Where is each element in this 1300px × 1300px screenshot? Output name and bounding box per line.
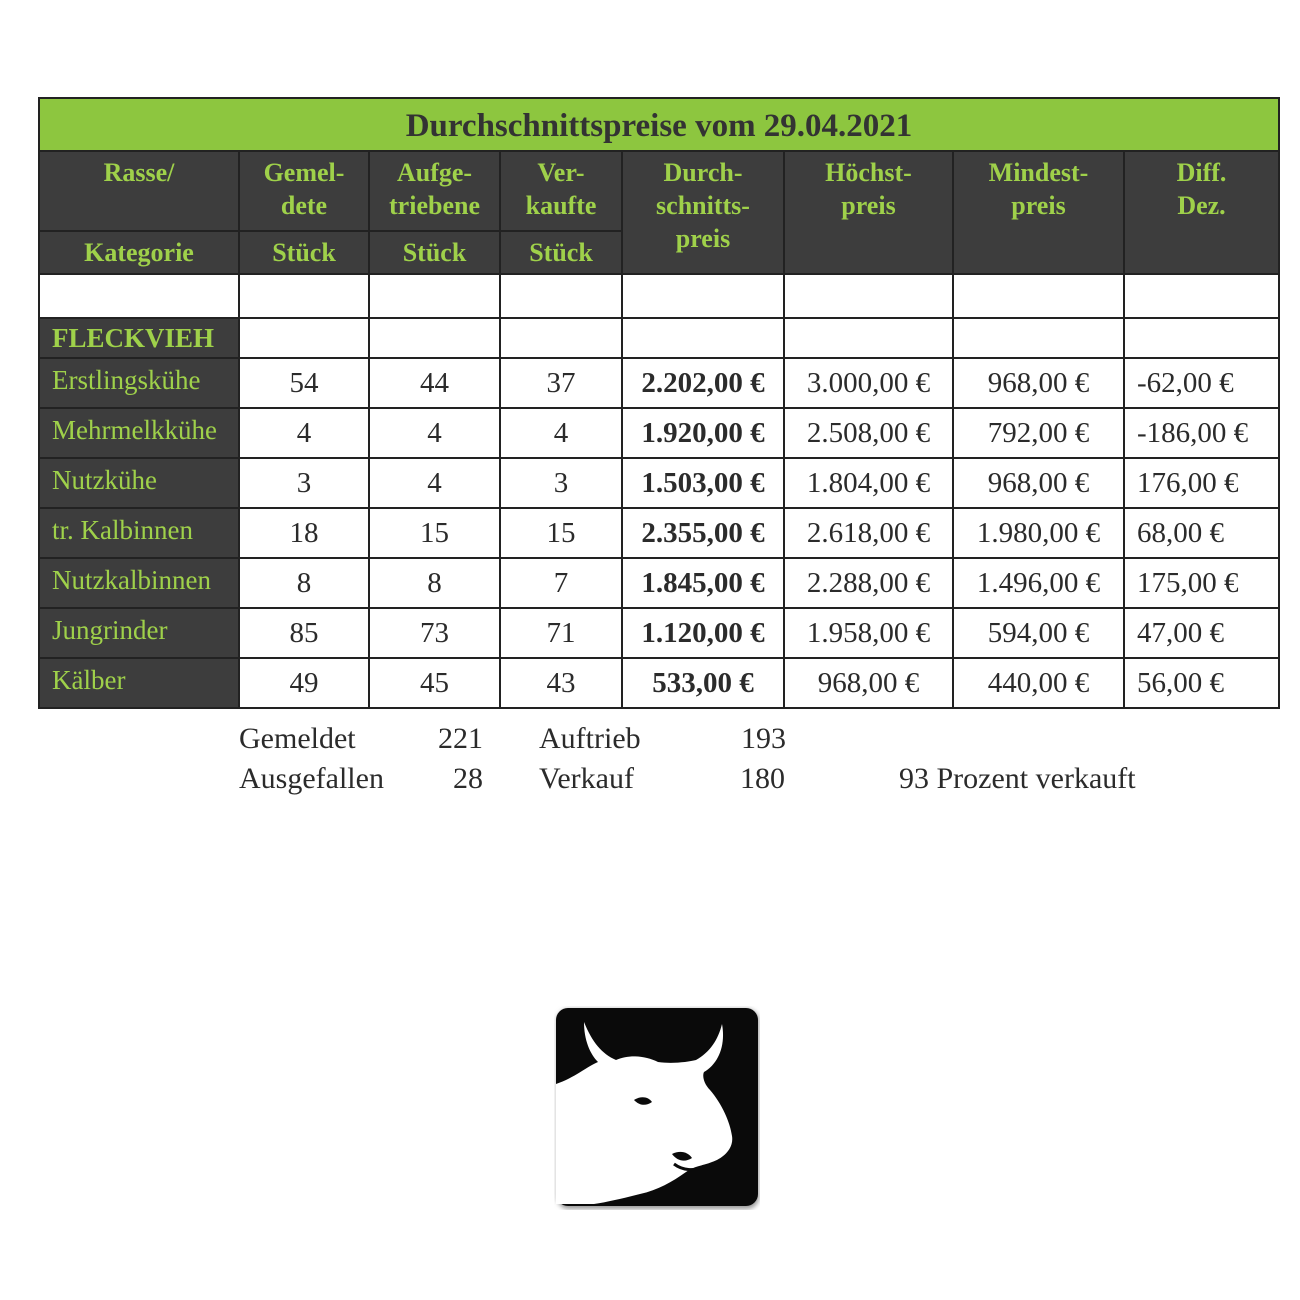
price-max: 1.804,00 € bbox=[784, 458, 953, 508]
header-aufgetriebene: Aufge- triebene bbox=[369, 151, 500, 231]
summary-ausgefallen-label: Ausgefallen bbox=[239, 762, 384, 795]
header-rasse: Rasse/ bbox=[39, 151, 239, 231]
price-average: 1.920,00 € bbox=[622, 408, 784, 458]
price-max: 3.000,00 € bbox=[784, 358, 953, 408]
price-diff: 175,00 € bbox=[1124, 558, 1279, 608]
count-verkauft: 15 bbox=[500, 508, 622, 558]
count-gemeldet: 85 bbox=[239, 608, 369, 658]
table-row bbox=[39, 358, 1279, 408]
summary-gemeldet-value: 221 bbox=[438, 722, 483, 755]
price-min: 968,00 € bbox=[953, 458, 1124, 508]
category-label: Nutzkalbinnen bbox=[39, 558, 239, 608]
count-gemeldet: 3 bbox=[239, 458, 369, 508]
price-average: 2.355,00 € bbox=[622, 508, 784, 558]
price-min: 440,00 € bbox=[953, 658, 1124, 708]
count-verkauft: 37 bbox=[500, 358, 622, 408]
summary-verkauf-label: Verkauf bbox=[539, 762, 634, 795]
summary-ausgefallen-value: 28 bbox=[453, 762, 483, 795]
header-gemeldete: Gemel- dete bbox=[239, 151, 369, 231]
price-max: 2.288,00 € bbox=[784, 558, 953, 608]
count-gemeldet: 4 bbox=[239, 408, 369, 458]
count-gemeldet: 18 bbox=[239, 508, 369, 558]
summary-gemeldet-label: Gemeldet bbox=[239, 722, 356, 755]
header-kategorie: Kategorie bbox=[39, 231, 239, 274]
header-mindestpreis: Mindest- preis bbox=[953, 151, 1124, 274]
price-average: 1.120,00 € bbox=[622, 608, 784, 658]
count-verkauft: 3 bbox=[500, 458, 622, 508]
category-label: Erstlingskühe bbox=[39, 358, 239, 408]
summary-percent: 93 Prozent verkauft bbox=[899, 762, 1136, 795]
price-max: 2.618,00 € bbox=[784, 508, 953, 558]
cow-head-icon bbox=[554, 1006, 760, 1210]
header-stueck-gemeldet: Stück bbox=[239, 231, 369, 274]
count-aufgetrieben: 4 bbox=[369, 458, 500, 508]
empty-row bbox=[39, 274, 1279, 318]
table-row bbox=[39, 458, 1279, 508]
header-hoechstpreis: Höchst- preis bbox=[784, 151, 953, 274]
count-aufgetrieben: 4 bbox=[369, 408, 500, 458]
count-aufgetrieben: 15 bbox=[369, 508, 500, 558]
price-average: 1.503,00 € bbox=[622, 458, 784, 508]
category-label: Nutzkühe bbox=[39, 458, 239, 508]
category-label: Jungrinder bbox=[39, 608, 239, 658]
count-verkauft: 43 bbox=[500, 658, 622, 708]
price-average: 2.202,00 € bbox=[622, 358, 784, 408]
price-max: 2.508,00 € bbox=[784, 408, 953, 458]
header-stueck-verkauft: Stück bbox=[500, 231, 622, 274]
price-min: 1.980,00 € bbox=[953, 508, 1124, 558]
count-aufgetrieben: 8 bbox=[369, 558, 500, 608]
category-label: Kälber bbox=[39, 658, 239, 708]
price-min: 792,00 € bbox=[953, 408, 1124, 458]
summary-verkauf-value: 180 bbox=[740, 762, 785, 795]
section-label: FLECKVIEH bbox=[39, 318, 239, 358]
price-diff: 47,00 € bbox=[1124, 608, 1279, 658]
table-row bbox=[39, 608, 1279, 658]
count-gemeldet: 54 bbox=[239, 358, 369, 408]
price-max: 1.958,00 € bbox=[784, 608, 953, 658]
price-diff: -62,00 € bbox=[1124, 358, 1279, 408]
table-row bbox=[39, 408, 1279, 458]
count-gemeldet: 8 bbox=[239, 558, 369, 608]
price-min: 1.496,00 € bbox=[953, 558, 1124, 608]
summary-auftrieb-label: Auftrieb bbox=[539, 722, 641, 755]
count-aufgetrieben: 44 bbox=[369, 358, 500, 408]
header-verkaufte: Ver- kaufte bbox=[500, 151, 622, 231]
price-table bbox=[38, 97, 1280, 709]
count-verkauft: 7 bbox=[500, 558, 622, 608]
header-diff: Diff. Dez. bbox=[1124, 151, 1279, 274]
table-title: Durchschnittspreise vom 29.04.2021 bbox=[39, 98, 1279, 151]
count-verkauft: 71 bbox=[500, 608, 622, 658]
count-verkauft: 4 bbox=[500, 408, 622, 458]
price-max: 968,00 € bbox=[784, 658, 953, 708]
table-row bbox=[39, 508, 1279, 558]
price-min: 968,00 € bbox=[953, 358, 1124, 408]
section-row bbox=[39, 318, 1279, 358]
count-aufgetrieben: 45 bbox=[369, 658, 500, 708]
price-min: 594,00 € bbox=[953, 608, 1124, 658]
summary-auftrieb-value: 193 bbox=[741, 722, 786, 755]
count-aufgetrieben: 73 bbox=[369, 608, 500, 658]
table-row bbox=[39, 658, 1279, 708]
header-durchschnittspreis: Durch- schnitts- preis bbox=[622, 151, 784, 274]
price-diff: -186,00 € bbox=[1124, 408, 1279, 458]
price-diff: 68,00 € bbox=[1124, 508, 1279, 558]
header-stueck-aufgetrieben: Stück bbox=[369, 231, 500, 274]
price-diff: 56,00 € bbox=[1124, 658, 1279, 708]
table-row bbox=[39, 558, 1279, 608]
price-average: 1.845,00 € bbox=[622, 558, 784, 608]
price-diff: 176,00 € bbox=[1124, 458, 1279, 508]
category-label: Mehrmelkkühe bbox=[39, 408, 239, 458]
count-gemeldet: 49 bbox=[239, 658, 369, 708]
category-label: tr. Kalbinnen bbox=[39, 508, 239, 558]
price-average: 533,00 € bbox=[622, 658, 784, 708]
